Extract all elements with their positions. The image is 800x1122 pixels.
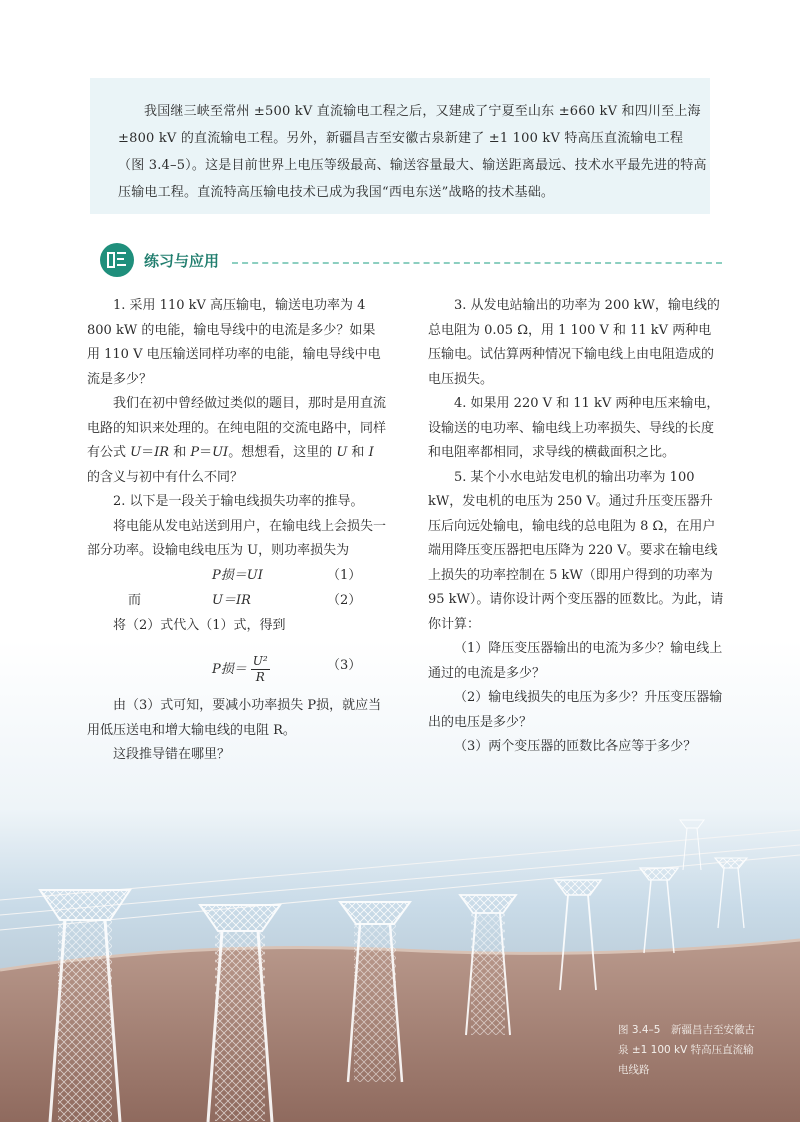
equation-3-expr: P损＝ $\frac{\text{U²}}{R}$ <box>212 654 268 684</box>
left-column <box>87 294 387 768</box>
section-title: 练习与应用 <box>144 252 220 270</box>
equation-1-number: （1） <box>327 567 362 583</box>
question-2-ask: 这段推导错在哪里？ <box>113 747 231 762</box>
question-2: 2. 以下是一段关于输电线损失功率的推导。 <box>113 494 364 509</box>
equation-2 <box>87 589 387 614</box>
question-5-part-3: （3）两个变压器的匝数比各应等于多少？ <box>454 739 697 754</box>
equation-2-expr: U＝IR <box>212 592 251 608</box>
question-5: 5. 某个小水电站发电机的输出功率为 100 kW，发电机的电压为 250 V。通过升压变压器升压后向远处输电，输电线的总电阻为 8 Ω，在用户端用降压变压器把电压降为 220 V。要求在输电线上损失的功率控制在 5 kW（即用户得到的功率为 95 kW）。请你设计两个变压器的匝数比。为此，请你计算： <box>428 469 724 632</box>
question-4: 4. 如果用 220 V 和 11 kV 两种电压来输电，设输送的电功率、输电线上功率损失、导线的长度和电阻率都相同，求导线的横截面积之比。 <box>428 396 720 460</box>
question-2-substitute: 将（2）式代入（1）式，得到 <box>113 617 286 633</box>
equation-3-number: （3） <box>327 658 362 673</box>
figure-caption: 图 3.4–5 新疆昌吉至安徽古泉 ±1 100 kV 特高压直流输电线路 <box>618 1024 755 1076</box>
section-header <box>100 243 720 283</box>
question-5-part-2: （2）输电线损失的电压为多少？升压变压器输出的电压是多少？ <box>428 690 723 730</box>
question-3: 3. 从发电站输出的功率为 200 kW，输电线的总电阻为 0.05 Ω，用 1 100 V 和 11 kV 两种电压输电。试估算两种情况下输电线上由电阻造成的电压损失。 <box>428 298 720 387</box>
right-column <box>428 294 724 760</box>
equation-1-expr: P损＝UI <box>212 567 263 583</box>
question-2-intro: 将电能从发电站送到用户，在输电线上会损失一部分功率。设输电线电压为 U，则功率损失为 <box>87 518 387 558</box>
intro-paragraph: 我国继三峡至常州 ±500 kV 直流输电工程之后，又建成了宁夏至山东 ±660 kV 和四川至上海 ±800 kV 的直流输电工程。另外，新疆昌吉至安徽古泉新建了 ±1 100 kV 特高压直流输电工程（图 3.4–5）。这是目前世界上电压等级最高、输送容量最大、输送距离最远、技术水平最先进的特高压输电工程。直流特高压输电技术已成为我国“西电东送”战略的技术基础。 <box>118 104 707 200</box>
question-1: 1. 采用 110 kV 高压输电，输送电功率为 4 800 kW 的电能，输电导线中的电流是多少？如果用 110 V 电压输送同样功率的电能，输电导线中电流是多少？ <box>87 298 381 387</box>
question-1-note: 我们在初中曾经做过类似的题目，那时是用直流电路的知识来处理的。在纯电阻的交流电路中，同样有公式 U＝IR 和 P＝UI。想想看，这里的 U 和 I 的含义与初中有什么不同？ <box>87 396 387 485</box>
question-2-conclusion: 由（3）式可知，要减小功率损失 P损，就应当用低压送电和增大输电线的电阻 R。 <box>87 698 382 738</box>
equation-2-number: （2） <box>327 592 362 608</box>
equation-3 <box>87 638 387 694</box>
equation-1 <box>87 564 387 589</box>
exercise-icon <box>100 243 134 277</box>
equation-2-lead: 而 <box>128 592 142 608</box>
question-5-part-1: （1）降压变压器输出的电流为多少？输电线上通过的电流是多少？ <box>428 641 723 681</box>
section-divider <box>232 262 722 264</box>
